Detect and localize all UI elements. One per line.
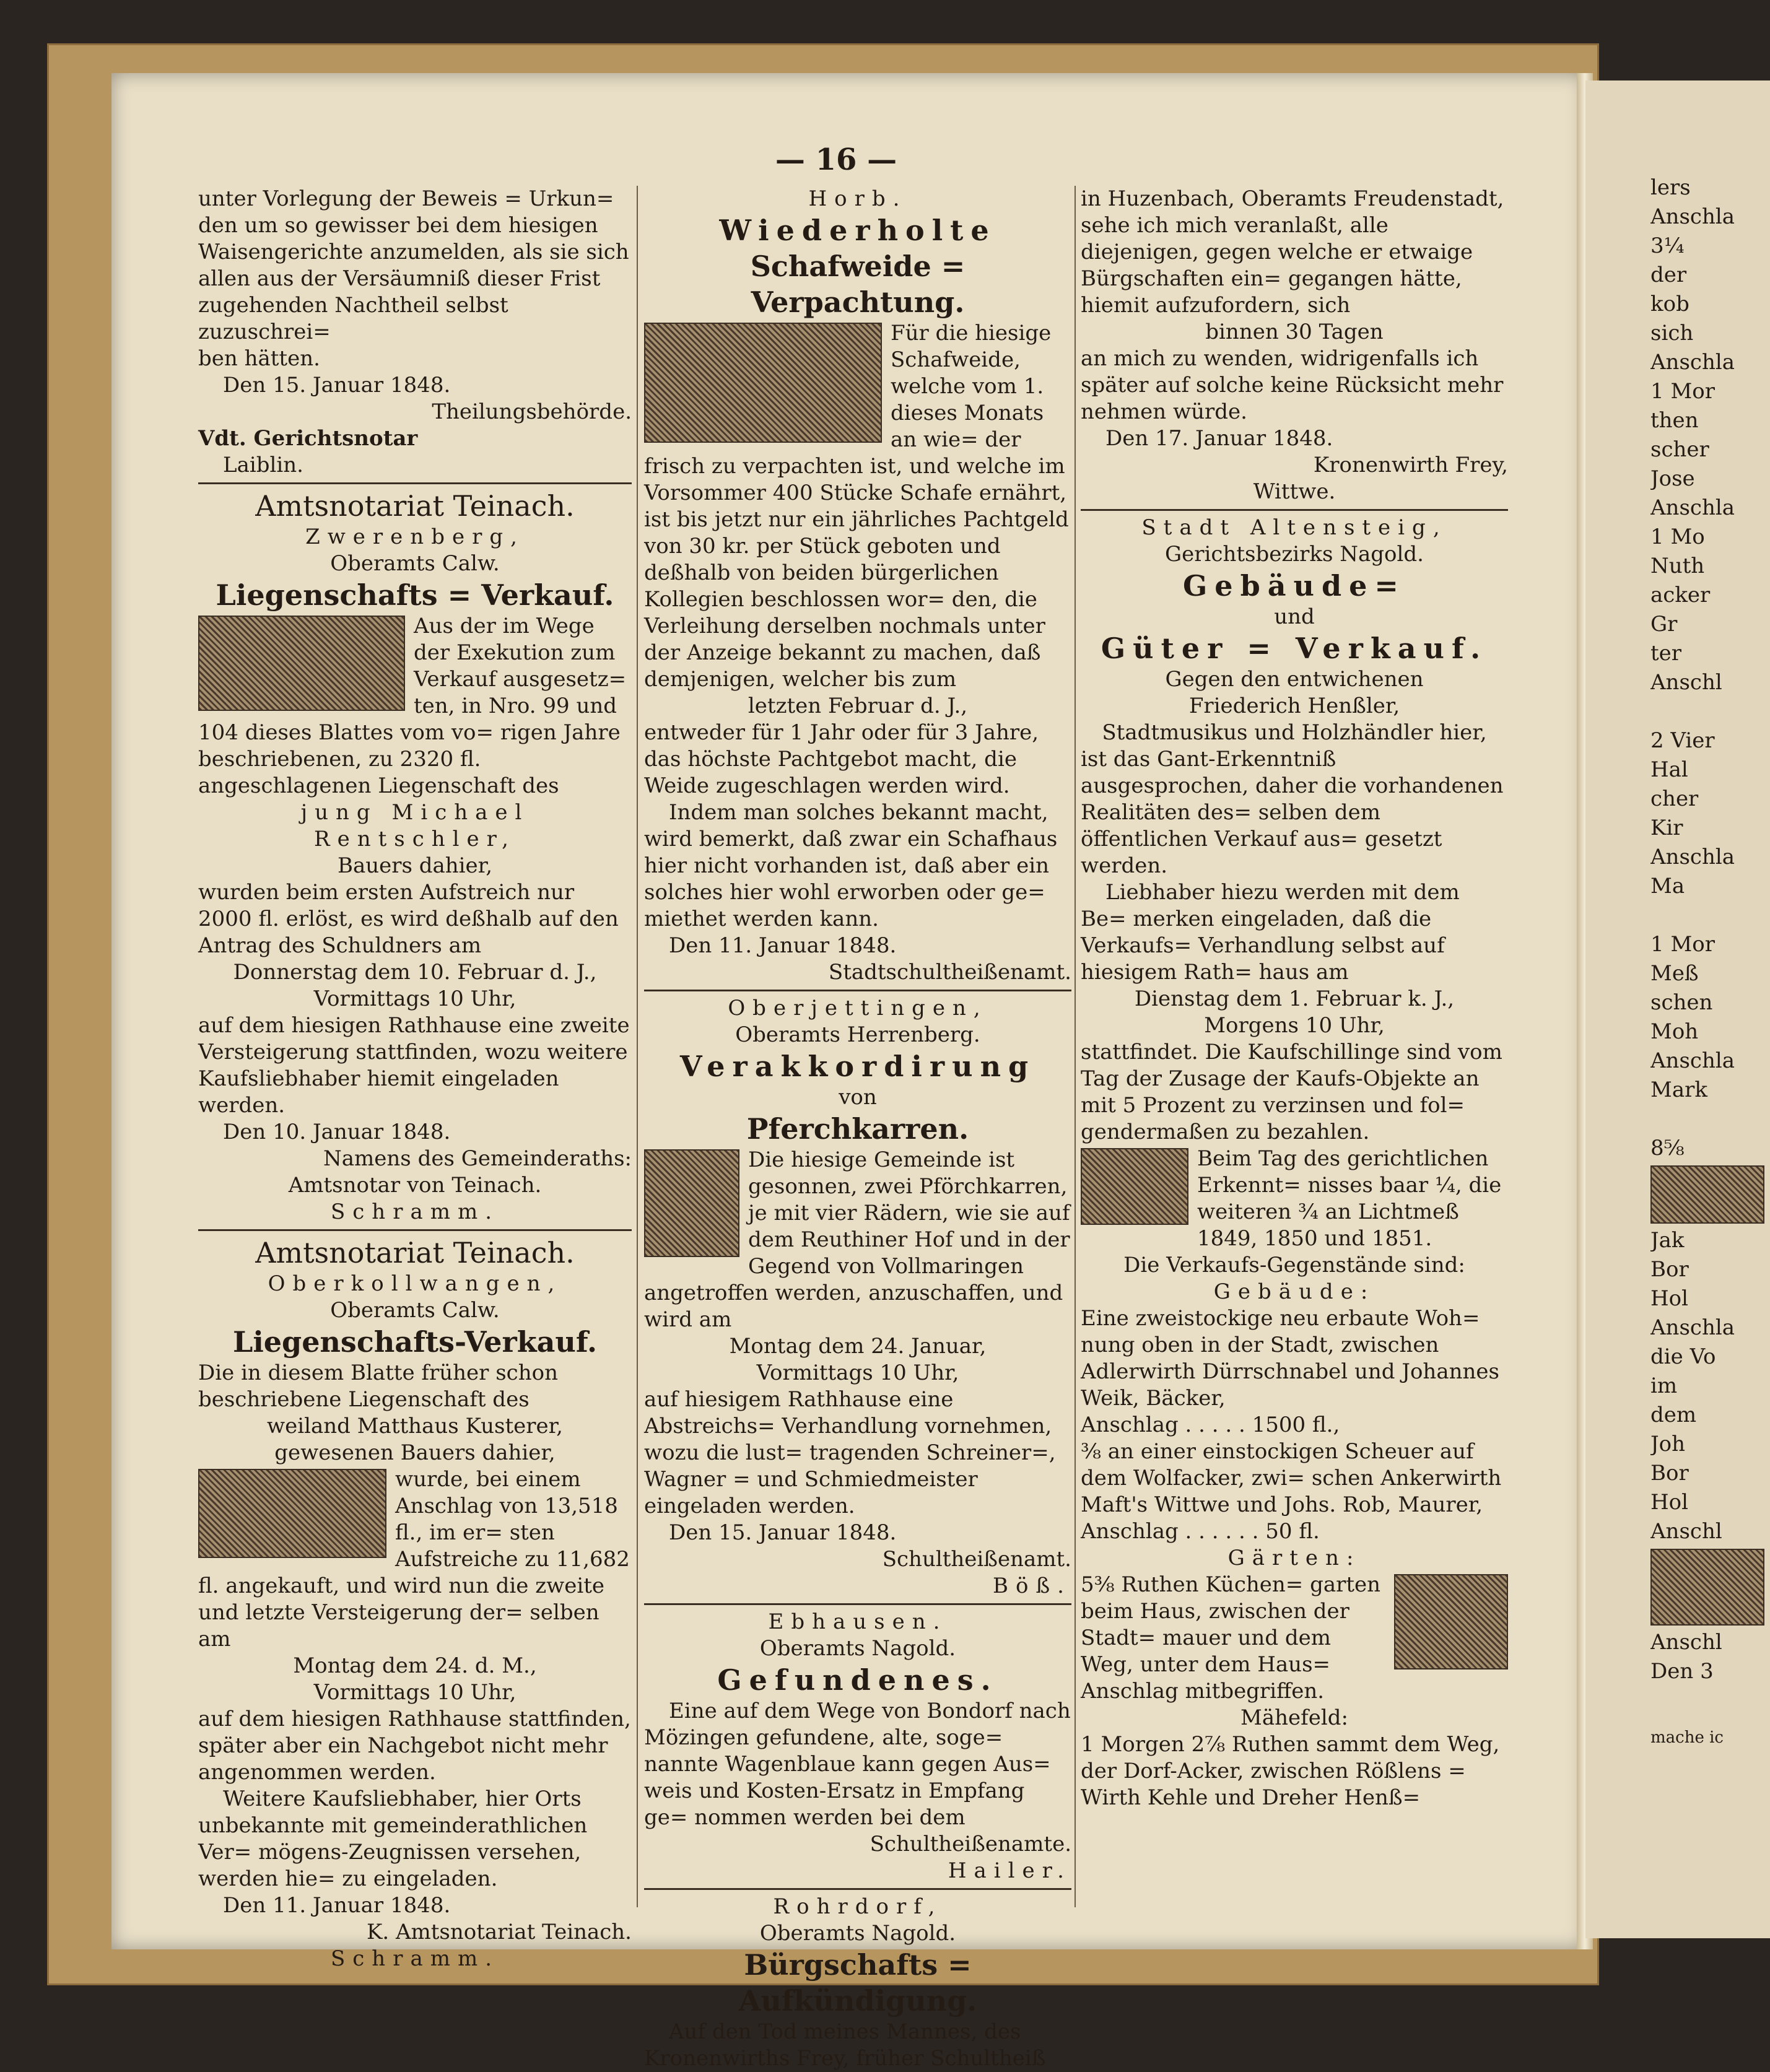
notice-title: Gebäude= — [1183, 569, 1406, 603]
text-fragment: Anschla — [1650, 1315, 1735, 1340]
person-name: jung Michael Rentschler, — [300, 800, 530, 851]
farmhouse-woodcut-icon — [198, 1469, 386, 1558]
text-fragment: Anschl — [1650, 670, 1722, 695]
page-number: — 16 — — [775, 142, 897, 177]
auction-date: Montag dem 24. Januar, — [729, 1334, 987, 1359]
notice-title: Bürgschafts = Aufkündigung. — [738, 1948, 977, 2018]
text-fragment: Joh — [1650, 1432, 1685, 1456]
section-heading: Amtsnotariat Teinach. — [255, 1236, 575, 1269]
notice-body: an mich zu wenden, widrigenfalls ich später auf solche keine Rücksicht mehr nehmen würde. — [1081, 346, 1504, 424]
text-line: zugehenden Nachtheil selbst zuzuschrei= — [198, 293, 508, 344]
notice-body: Weitere Kaufsliebhaber, hier Orts unbekannte mit gemeinderathlichen Ver= mögens-Zeugnissen versehen, werden hie= zu eingeladen. — [198, 1787, 588, 1891]
deadline: binnen 30 Tagen — [1205, 320, 1384, 344]
text-fragment: 1 Mor — [1650, 932, 1715, 957]
text-fragment: Anschl — [1650, 1519, 1722, 1544]
date-line: Den 15. Januar 1848. — [669, 1520, 897, 1545]
signature: Böß. — [993, 1574, 1071, 1598]
body-text: wurde, bei einem Anschlag von 13,518 fl., im er= sten Aufstreiche zu 11,682 fl. angekauft, und wird nun die zweite und letzte Versteigerung der= selben am — [198, 1467, 630, 1652]
property-item: Eine zweistockige neu erbaute Woh= nung oben in der Stadt, zwischen Adlerwirth Dürrschnabel und Johannes Weik, Bäcker, — [1081, 1306, 1499, 1411]
text-fragment: cher — [1650, 786, 1699, 811]
body-text: Die hiesige Gemeinde ist gesonnen, zwei Pförchkarren, je mit vier Rädern, wie sie auf dem Reuthiner Hof und in der Gegend von Vollmaringen angetroffen werden, anzuschaffen, und wird am — [644, 1147, 1070, 1332]
signature: Namens des Gemeinderaths: — [323, 1146, 632, 1171]
place-name: Ebhausen. — [768, 1609, 948, 1634]
auction-time: Vormittags 10 Uhr, — [756, 1360, 959, 1385]
notice-title: Wiederholte — [719, 214, 996, 247]
notice-body: Auf den Tod meines Mannes, des Kronenwirths Frey, früher Schultheiß — [644, 2019, 1046, 2071]
section-divider — [644, 1888, 1071, 1890]
text-fragment: Ma — [1650, 874, 1685, 899]
column-1 — [198, 186, 632, 1972]
text-fragment: Anschla — [1650, 495, 1735, 520]
signature: Amtsnotar von Teinach. — [288, 1173, 542, 1198]
notice-title: Liegenschafts = Verkauf. — [216, 578, 614, 612]
text-fragment: der — [1650, 263, 1687, 287]
text-line: unter Vorlegung der Beweis = Urkun= — [198, 186, 614, 211]
text-fragment: Jak — [1650, 1228, 1685, 1253]
body-text: 5⅜ Ruthen Küchen= garten beim Haus, zwischen der Stadt= mauer und dem Weg, unter dem Haus= Anschlag mitbegriffen. — [1081, 1572, 1381, 1704]
garden-woodcut-icon — [1394, 1574, 1508, 1669]
text-fragment: Hol — [1650, 1490, 1688, 1515]
subheading: Gebäude: — [1213, 1279, 1375, 1304]
valuation: Anschlag . . . . . . 50 fl. — [1081, 1519, 1320, 1544]
district: Oberamts Calw. — [330, 1298, 500, 1323]
text-fragment: 2 Vier — [1650, 728, 1715, 753]
subheading: Gärten: — [1227, 1546, 1361, 1570]
section-divider — [198, 482, 632, 484]
notice-body — [198, 1466, 632, 1653]
auction-time: Morgens 10 Uhr, — [1204, 1013, 1385, 1038]
notice-body: in Huzenbach, Oberamts Freudenstadt, sehe ich mich veranlaßt, alle diejenigen, gegen welche er etwaige Bürgschaften ein= gegangen hätte, hiemit aufzufordern, sich — [1081, 186, 1504, 318]
auction-date: Montag dem 24. d. M., — [293, 1653, 537, 1678]
date-line: Den 17. Januar 1848. — [1105, 426, 1333, 451]
notice-body — [198, 613, 632, 799]
place-name: Oberkollwangen, — [268, 1271, 562, 1296]
signature: Schramm. — [330, 1199, 500, 1224]
notice-body: entweder für 1 Jahr oder für 3 Jahre, das höchste Pachtgebot macht, die Weide zugeschlagen werden wird. — [644, 720, 1039, 798]
text-fragment: Moh — [1650, 1019, 1699, 1044]
signature: K. Amtsnotariat Teinach. — [366, 1920, 632, 1944]
column-2 — [644, 186, 1071, 2072]
house-woodcut-icon — [1650, 1549, 1764, 1626]
text-fragment: 8⅝ — [1650, 1136, 1685, 1160]
column-3 — [1081, 186, 1508, 1811]
notice-title: Verakkordirung — [679, 1050, 1036, 1083]
notice-connector: und — [1274, 604, 1315, 629]
section-divider — [1081, 509, 1508, 511]
person-title: Bauers dahier, — [337, 853, 493, 878]
shepherd-woodcut-icon — [644, 323, 882, 443]
text-fragment: Gr — [1650, 612, 1678, 637]
auction-date: Dienstag dem 1. Februar k. J., — [1134, 986, 1455, 1011]
text-fragment: schen — [1650, 990, 1713, 1015]
signature: Schramm. — [330, 1946, 500, 1971]
text-fragment — [1650, 1105, 1768, 1134]
text-fragment: Bor — [1650, 1461, 1689, 1486]
person-name: weiland Matthaus Kusterer, — [267, 1414, 563, 1439]
person-title: gewesenen Bauers dahier, — [274, 1440, 556, 1465]
text-fragment: Hal — [1650, 757, 1688, 782]
text-fragment: Den 3 — [1650, 1659, 1714, 1684]
text-fragment: kob — [1650, 292, 1689, 316]
date-line: Den 10. Januar 1848. — [223, 1120, 451, 1144]
text-fragment: Bor — [1650, 1257, 1689, 1282]
notice-title: Güter = Verkauf. — [1101, 632, 1488, 665]
text-fragment: lers — [1650, 175, 1691, 200]
house-woodcut-icon — [198, 616, 405, 711]
section-divider — [198, 1229, 632, 1231]
text-fragment: dem — [1650, 1403, 1697, 1427]
notice-body: Gegen den entwichenen — [1165, 667, 1424, 692]
facing-page-column — [1650, 173, 1768, 1752]
district: Oberamts Nagold. — [759, 1636, 956, 1661]
auction-date: Donnerstag dem 10. Februar d. J., — [233, 960, 597, 985]
notice-body: Indem man solches bekannt macht, wird bemerkt, daß zwar ein Schafhaus hier nicht vorhanden ist, daß aber ein solches hier wohl erworben oder ge= miethet werden kann. — [644, 800, 1058, 931]
column-rule — [1075, 186, 1076, 1907]
notice-body: Die in diesem Blatte früher schon beschriebene Liegenschaft des — [198, 1360, 558, 1412]
text-fragment: Anschla — [1650, 1048, 1735, 1073]
text-fragment: Anschla — [1650, 845, 1735, 869]
text-line: den um so gewisser bei dem hiesigen — [198, 213, 598, 238]
body-text: Für die hiesige Schafweide, welche vom 1. dieses Monats an wie= der frisch zu verpachten ist, und welche im Vorsommer 400 Stücke Schafe ernährt, ist bis jetzt nur ein jährliches Pachtgeld von 30 kr. per Stück geboten und deßhalb von beiden bürgerlichen Kollegien beschlossen wor= den, die Verleihung derselben nochmals unter der Anzeige bekannt zu machen, daß demjenigen, welcher bis zum — [644, 321, 1069, 692]
page-number-value: 16 — [815, 142, 857, 177]
auction-time: Vormittags 10 Uhr, — [313, 986, 517, 1011]
section-divider — [644, 1603, 1071, 1605]
signature: Vdt. Gerichtsnotar — [198, 426, 418, 451]
notice-title: Liegenschafts-Verkauf. — [232, 1325, 598, 1359]
text-fragment: Anschl — [1650, 1630, 1722, 1655]
notice-body: auf hiesigem Rathhause eine Abstreichs= Verhandlung vornehmen, wozu die lust= tragenden Schreiner=, Wagner = und Schmiedmeister eingeladen werden. — [644, 1387, 1056, 1518]
signature: Laiblin. — [223, 453, 303, 477]
signature: Schultheißenamte. — [870, 1832, 1071, 1857]
section-divider — [644, 990, 1071, 991]
column-rule — [637, 186, 638, 1907]
notice-title: Schafweide = Verpachtung. — [750, 250, 966, 319]
place-name: Rohrdorf, — [773, 1894, 943, 1919]
text-line: Waisengerichte anzumelden, als sie sich — [198, 240, 629, 264]
text-fragment: Meß — [1650, 961, 1699, 986]
notice-body: auf dem hiesigen Rathhause eine zweite Versteigerung stattfinden, wozu weitere Kaufsliebhaber hiemit eingeladen werden. — [198, 1013, 630, 1118]
signature: Wittwe. — [1253, 479, 1336, 504]
objects-heading: Die Verkaufs-Gegenstände sind: — [1123, 1253, 1465, 1278]
signature: Theilungsbehörde. — [432, 399, 632, 424]
text-fragment: 1 Mor — [1650, 379, 1715, 404]
notice-body — [644, 1147, 1071, 1333]
notice-title: Gefundenes. — [717, 1663, 998, 1697]
signature: Stadtschultheißenamt. — [828, 960, 1071, 985]
notice-body: Eine auf dem Wege von Bondorf nach Mözingen gefundene, alte, soge= nannte Wagenblaue kann gegen Aus= weis und Kosten-Ersatz in Empfang ge= nommen werden bei dem — [644, 1699, 1071, 1830]
date-line: Den 15. Januar 1848. — [223, 373, 451, 398]
deadline: letzten Februar d. J., — [748, 694, 968, 718]
notice-body: Liebhaber hiezu werden mit dem Be= merken eingeladen, daß die Verkaufs= Verhandlung selbst auf hiesigem Rath= haus am — [1081, 880, 1460, 985]
text-fragment: acker — [1650, 583, 1711, 607]
property-item: 1 Morgen 2⅞ Ruthen sammt dem Weg, der Dorf-Acker, zwischen Rößlens = Wirth Kehle und Dreher Henß= — [1081, 1732, 1500, 1810]
town-woodcut-icon — [1081, 1148, 1188, 1225]
text-fragment: im — [1650, 1373, 1678, 1398]
text-fragment: die Vo — [1650, 1344, 1716, 1369]
notice-body — [1081, 1146, 1508, 1252]
signature: Kronenwirth Frey, — [1313, 453, 1508, 477]
text-fragment — [1650, 697, 1768, 726]
property-item: ⅜ an einer einstockigen Scheuer auf dem Wolfacker, zwi= schen Ankerwirth Maft's Wittwe und Johs. Rob, Maurer, — [1081, 1439, 1502, 1517]
body-text: Beim Tag des gerichtlichen Erkennt= nisses baar ¼, die weiteren ¾ an Lichtmeß 1849, 1850 und 1851. — [1197, 1146, 1502, 1251]
district: Gerichtsbezirks Nagold. — [1165, 542, 1424, 567]
property-item — [1081, 1572, 1508, 1705]
worker-woodcut-icon — [644, 1149, 739, 1257]
text-fragment: then — [1650, 408, 1699, 433]
footer-fragment: mache ic — [1650, 1728, 1724, 1747]
district: Oberamts Nagold. — [759, 1921, 956, 1946]
person-name: Friederich Henßler, — [1188, 694, 1400, 718]
person-title: Stadtmusikus und Holzhändler hier, — [1102, 720, 1487, 745]
signature: Hailer. — [948, 1858, 1071, 1883]
notice-body: stattfindet. Die Kaufschillinge sind vom Tag der Zusage der Kaufs-Objekte an mit 5 Prozent zu verzinsen und fol= gendermaßen zu bezahlen. — [1081, 1040, 1502, 1144]
district: Oberamts Herrenberg. — [735, 1022, 980, 1047]
notice-body: wurden beim ersten Aufstreich nur 2000 fl. erlöst, es wird deßhalb auf den Antrag des Schuldners am — [198, 880, 619, 958]
notice-connector: von — [839, 1085, 877, 1110]
notice-body — [644, 320, 1071, 693]
auction-time: Vormittags 10 Uhr, — [313, 1680, 517, 1705]
notice-body: auf dem hiesigen Rathhause stattfinden, später aber ein Nachgebot nicht mehr angenommen werden. — [198, 1707, 631, 1785]
text-fragment: Anschla — [1650, 350, 1735, 375]
place-name: Stadt Altensteig, — [1141, 515, 1447, 540]
notice-body: ist das Gant-Erkenntniß ausgesprochen, daher die vorhandenen Realitäten des= selben dem öffentlichen Verkauf aus= gesetzt werden. — [1081, 747, 1504, 878]
place-name: Oberjettingen, — [728, 996, 988, 1021]
text-fragment: sich — [1650, 321, 1694, 346]
body-text: Aus der im Wege der Exekution zum Verkauf ausgesetz= ten, in Nro. 99 und 104 dieses Blattes vom vo= rigen Jahre beschriebenen, zu 2320 fl. angeschlagenen Liegenschaft des — [198, 614, 627, 798]
section-heading: Amtsnotariat Teinach. — [255, 489, 575, 523]
valuation: Anschlag . . . . . 1500 fl., — [1081, 1413, 1340, 1437]
text-fragment — [1650, 901, 1768, 930]
notice-title: Pferchkarren. — [746, 1112, 969, 1146]
text-fragment: Mark — [1650, 1077, 1707, 1102]
text-fragment: Kir — [1650, 816, 1683, 840]
text-fragment: scher — [1650, 437, 1709, 462]
text-line: allen aus der Versäumniß dieser Frist — [198, 266, 601, 291]
subheading: Mähefeld: — [1240, 1705, 1348, 1730]
date-line: Den 11. Januar 1848. — [223, 1893, 451, 1918]
text-fragment: 1 Mo — [1650, 525, 1705, 549]
text-fragment: Nuth — [1650, 554, 1705, 578]
date-line: Den 11. Januar 1848. — [669, 933, 897, 958]
place-name: Horb. — [808, 186, 907, 211]
district: Oberamts Calw. — [330, 551, 500, 576]
text-fragment: ter — [1650, 641, 1682, 666]
signature: Schultheißenamt. — [882, 1547, 1071, 1572]
text-fragment: Hol — [1650, 1286, 1688, 1311]
woodcut-icon — [1650, 1165, 1764, 1224]
text-fragment: Anschla — [1650, 204, 1735, 229]
place-name: Zwerenberg, — [305, 525, 525, 549]
text-line: ben hätten. — [198, 346, 320, 371]
text-fragment: 3¼ — [1650, 233, 1685, 258]
text-fragment: Jose — [1650, 466, 1695, 491]
